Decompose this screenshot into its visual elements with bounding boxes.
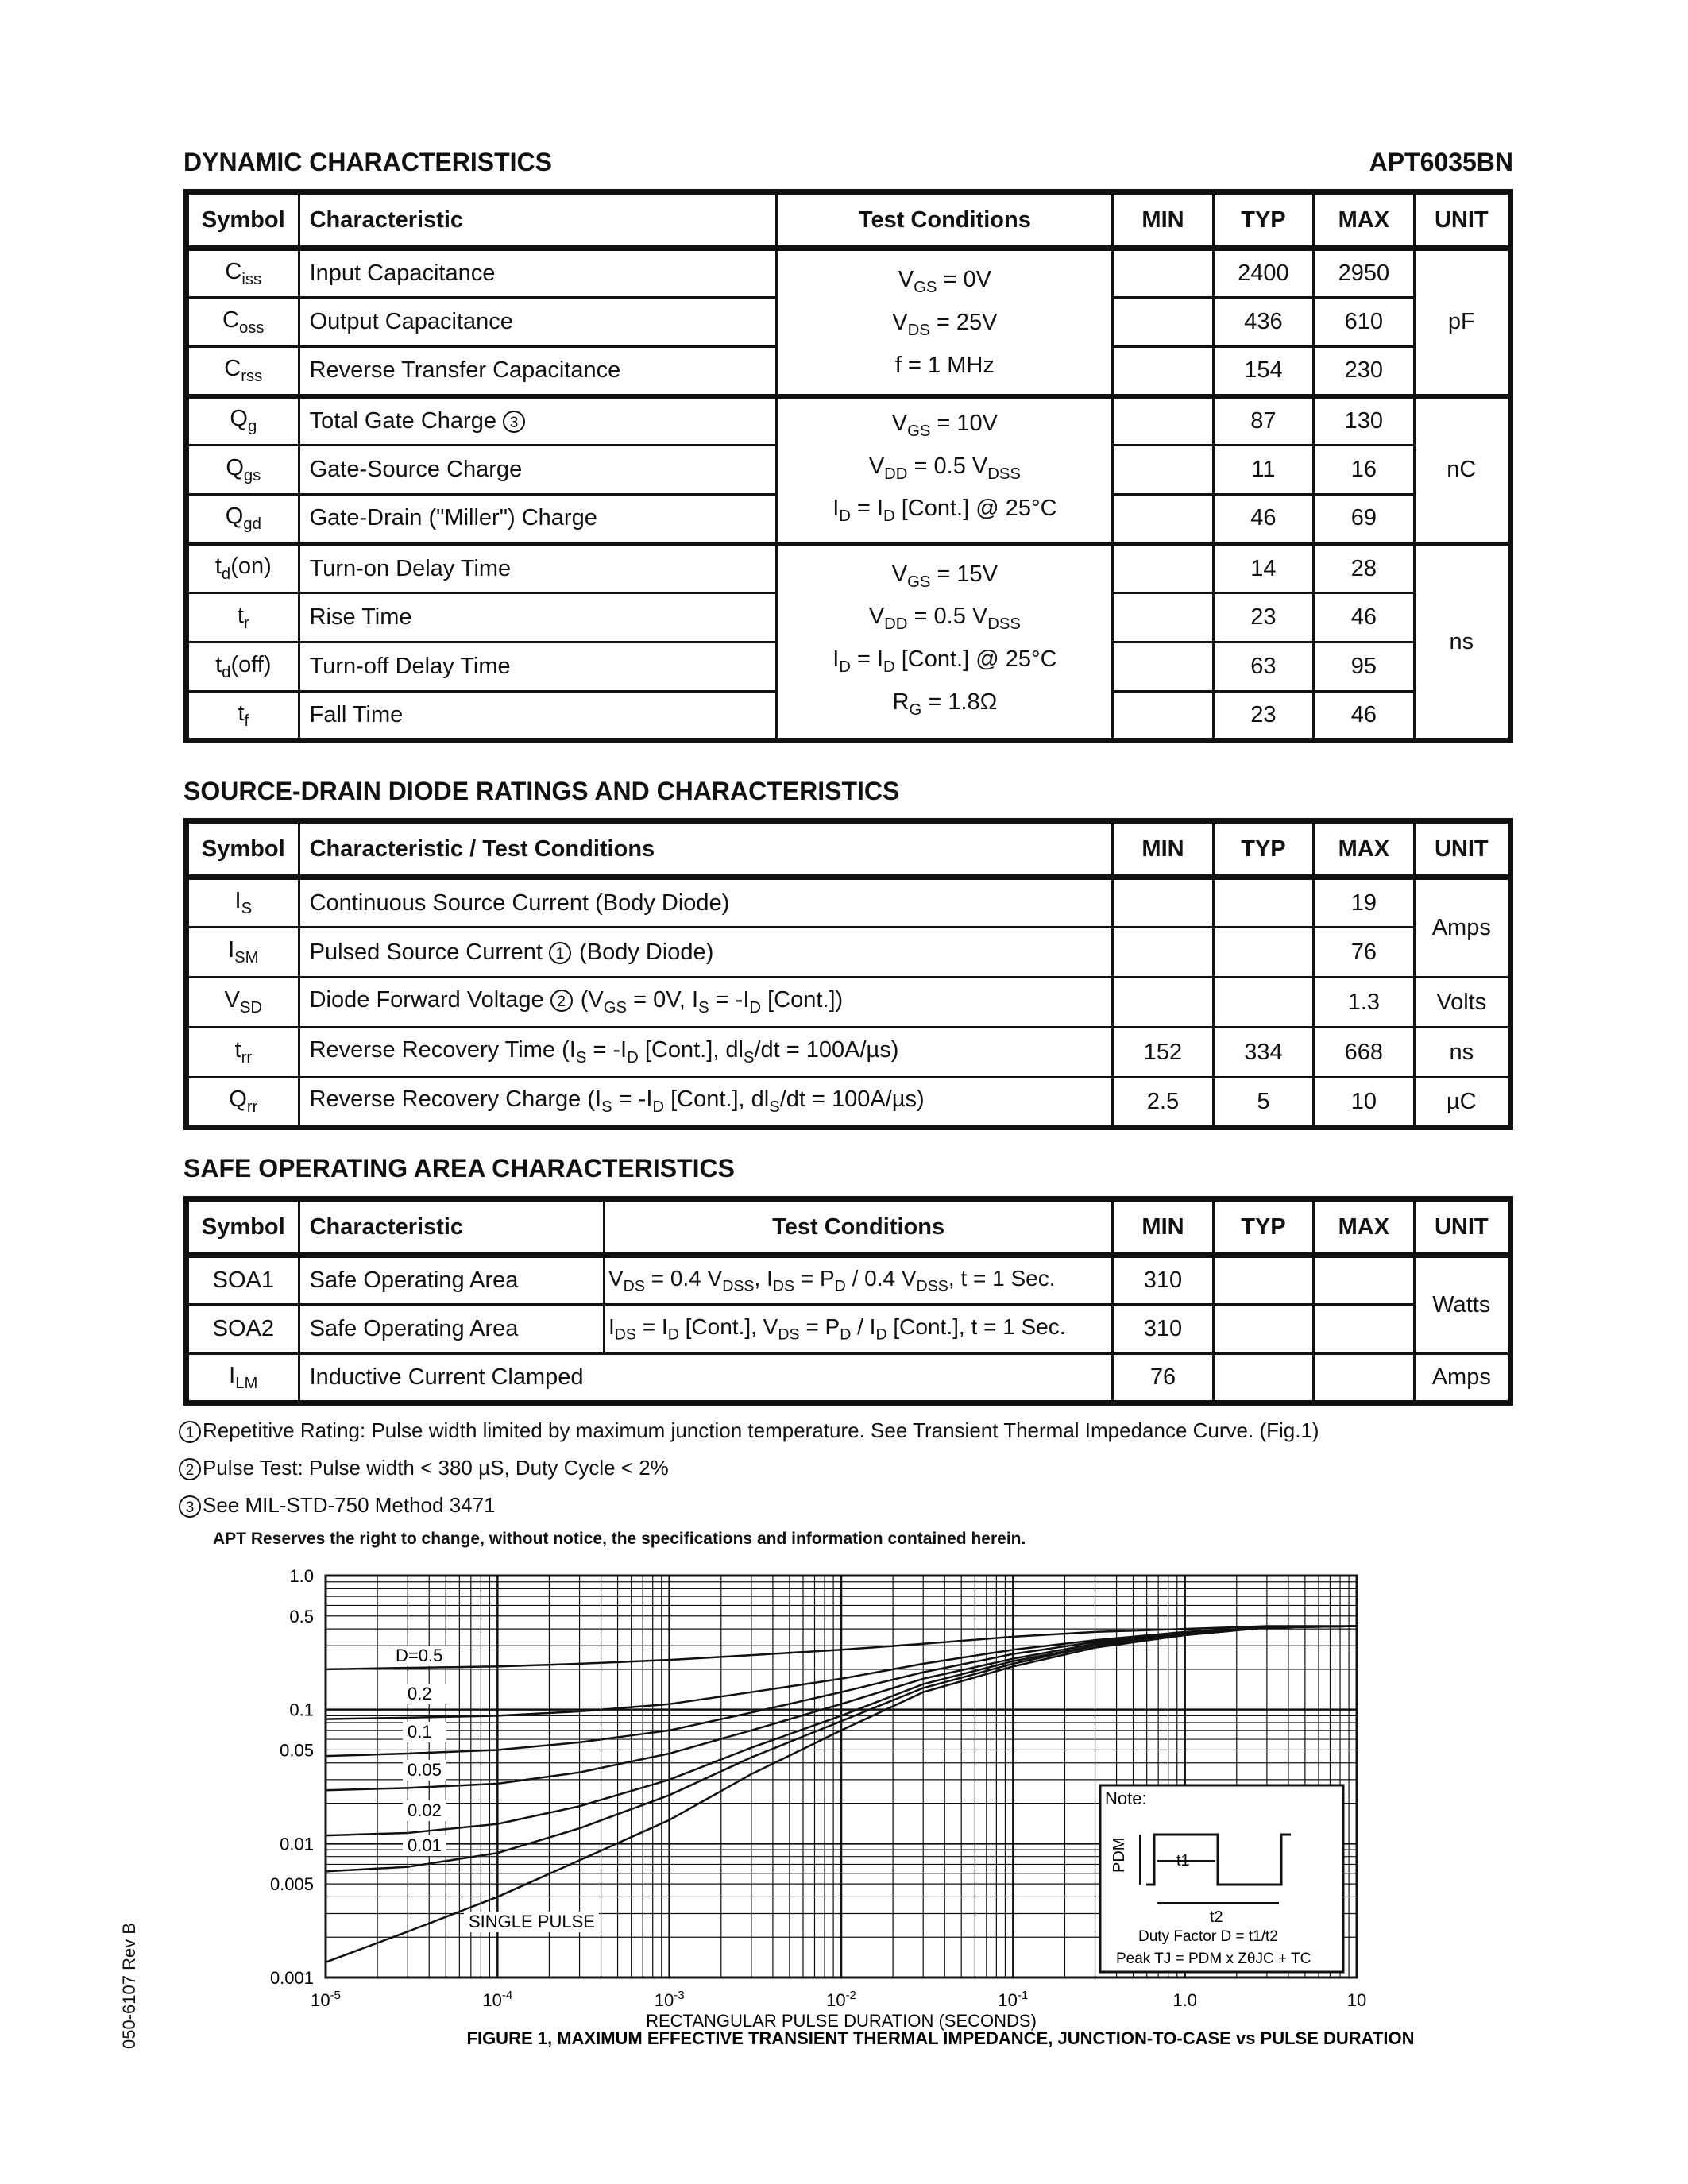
unit-cell: ns xyxy=(1414,544,1510,741)
symbol-cell: $t_d(off)$ xyxy=(187,642,299,692)
typ-cell: 87 xyxy=(1213,396,1313,446)
characteristic-cell: Reverse Transfer Capacitance xyxy=(299,347,777,396)
unit-cell: Amps xyxy=(1414,878,1510,978)
series-label: 0.02 xyxy=(408,1800,442,1820)
duty-factor-text: Duty Factor D = t1/t2 xyxy=(1138,1928,1278,1945)
characteristic-cell: Safe Operating Area xyxy=(299,1305,604,1354)
unit-cell: Amps xyxy=(1414,1354,1510,1403)
col-unit: UNIT xyxy=(1414,1199,1510,1256)
characteristic-cell: Total Gate Charge 3 xyxy=(299,396,777,446)
typ-cell: 14 xyxy=(1213,544,1313,593)
peak-temperature-text: Peak TJ = PDM x ZθJC + TC xyxy=(1116,1951,1311,1967)
col-unit: UNIT xyxy=(1414,821,1510,878)
symbol-cell: $Q_{gd}$ xyxy=(187,495,299,544)
characteristic-cell: Continuous Source Current (Body Diode) xyxy=(299,878,1113,928)
max-cell: 46 xyxy=(1314,593,1414,642)
max-cell: 19 xyxy=(1314,878,1414,928)
max-cell: 69 xyxy=(1314,495,1414,544)
typ-cell: 63 xyxy=(1213,642,1313,692)
unit-cell: µC xyxy=(1414,1078,1510,1128)
symbol-cell: $t_d(on)$ xyxy=(187,544,299,593)
typ-cell: 11 xyxy=(1213,446,1313,495)
max-cell: 668 xyxy=(1314,1028,1414,1078)
symbol-cell: $Q_{gs}$ xyxy=(187,446,299,495)
characteristic-cell: Inductive Current Clamped xyxy=(299,1354,1113,1403)
characteristic-cell: Safe Operating Area xyxy=(299,1256,604,1305)
y-tick-label: 0.01 xyxy=(280,1834,314,1854)
characteristic-cell: Reverse Recovery Charge ($I_S = -I_D$ [Cont.], $dl_S/dt = 100A/\mu s$) xyxy=(299,1078,1113,1128)
series-label: D=0.5 xyxy=(396,1646,443,1665)
symbol-cell: $t_{rr}$ xyxy=(187,1028,299,1078)
symbol-cell: $t_r$ xyxy=(187,593,299,642)
revision-label: 050-6107 Rev B xyxy=(119,1923,139,2049)
symbol-cell: $C_{rss}$ xyxy=(187,347,299,396)
characteristic-cell: Pulsed Source Current 1 (Body Diode) xyxy=(299,928,1113,978)
x-axis-label: RECTANGULAR PULSE DURATION (SECONDS) xyxy=(646,2011,1037,2031)
series-label: 0.1 xyxy=(408,1722,432,1742)
footnote-marker: 1 xyxy=(179,1421,201,1443)
characteristic-cell: Turn-on Delay Time xyxy=(299,544,777,593)
footnote-marker: 2 xyxy=(179,1458,201,1480)
x-tick-label: $10^{-2}$ xyxy=(826,1989,856,2010)
y-tick-label: 0.001 xyxy=(269,1968,314,1988)
footnote-marker: 1 xyxy=(549,942,571,964)
typ-cell: 2400 xyxy=(1213,249,1313,298)
symbol-cell: $Q_g$ xyxy=(187,396,299,446)
footnote-text: Pulse Test: Pulse width < 380 µS, Duty Cycle < 2% xyxy=(203,1456,669,1480)
unit-cell: Watts xyxy=(1414,1256,1510,1354)
symbol-cell: $I_S$ xyxy=(187,878,299,928)
unit-cell: ns xyxy=(1414,1028,1510,1078)
y-tick-label: 1.0 xyxy=(289,1566,314,1586)
max-cell: 10 xyxy=(1314,1078,1414,1128)
col-max: MAX xyxy=(1314,192,1414,249)
col-test-conditions: Test Conditions xyxy=(604,1199,1112,1256)
col-characteristic: Characteristic xyxy=(299,192,777,249)
footnote-text: Repetitive Rating: Pulse width limited by maximum junction temperature. See Transient Thermal Impedance Curve. (Fig.1) xyxy=(203,1418,1319,1442)
typ-cell: 436 xyxy=(1213,298,1313,347)
typ-cell: 5 xyxy=(1213,1078,1313,1128)
x-tick-label: $10^{-4}$ xyxy=(482,1989,513,2010)
y-tick-label: 0.005 xyxy=(269,1874,314,1895)
col-min: MIN xyxy=(1113,192,1213,249)
max-cell: 1.3 xyxy=(1314,978,1414,1028)
series-label: 0.05 xyxy=(408,1760,442,1780)
inset-note-label: Note: xyxy=(1105,1788,1147,1808)
col-symbol: Symbol xyxy=(187,192,299,249)
max-cell: 76 xyxy=(1314,928,1414,978)
characteristic-cell: Turn-off Delay Time xyxy=(299,642,777,692)
min-cell: 310 xyxy=(1113,1256,1213,1305)
test-conditions-cell: $V_{DS} = 0.4$ $V_{DSS}$, $I_{DS} = P_D / 0.4$ $V_{DSS}$, t = 1 Sec. xyxy=(604,1256,1112,1305)
chart-title: FIGURE 1, MAXIMUM EFFECTIVE TRANSIENT THERMAL IMPEDANCE, JUNCTION-TO-CASE vs PULSE DURATION xyxy=(466,2028,1415,2048)
symbol-cell: $I_{LM}$ xyxy=(187,1354,299,1403)
unit-cell: pF xyxy=(1414,249,1510,396)
y-tick-label: 0.05 xyxy=(280,1740,314,1761)
characteristic-cell: Gate-Drain ("Miller") Charge xyxy=(299,495,777,544)
max-cell: 2950 xyxy=(1314,249,1414,298)
max-cell: 610 xyxy=(1314,298,1414,347)
col-characteristic: Characteristic xyxy=(299,1199,604,1256)
part-number: APT6035BN xyxy=(1369,148,1513,176)
col-symbol: Symbol xyxy=(187,821,299,878)
series-label: SINGLE PULSE xyxy=(469,1912,595,1931)
col-min: MIN xyxy=(1113,821,1213,878)
symbol-cell: $V_{SD}$ xyxy=(187,978,299,1028)
col-typ: TYP xyxy=(1213,192,1313,249)
symbol-cell: $I_{SM}$ xyxy=(187,928,299,978)
symbol-cell: $Q_{rr}$ xyxy=(187,1078,299,1128)
y-tick-label: 0.1 xyxy=(289,1700,314,1720)
col-max: MAX xyxy=(1314,1199,1414,1256)
characteristic-cell: Output Capacitance xyxy=(299,298,777,347)
col-max: MAX xyxy=(1314,821,1414,878)
t1-label: t1 xyxy=(1176,1852,1190,1870)
test-conditions-cell: $V_{GS} = 10V$ $V_{DD} = 0.5$ $V_{DSS}$ $I_D = I_D$ [Cont.] @ 25°C xyxy=(777,396,1113,544)
unit-cell: nC xyxy=(1414,396,1510,544)
test-conditions-cell: $I_{DS} = I_D$ [Cont.], $V_{DS} = P_D / I_D$ [Cont.], t = 1 Sec. xyxy=(604,1305,1112,1354)
test-conditions-cell: $V_{GS} = 15V$ $V_{DD} = 0.5$ $V_{DSS}$ $I_D = I_D$ [Cont.] @ 25°C $R_G = 1.8\Omega$ xyxy=(777,544,1113,741)
characteristic-cell: Diode Forward Voltage 2 ($V_{GS} = 0V$, $I_S = -I_D$ [Cont.]) xyxy=(299,978,1113,1028)
max-cell: 28 xyxy=(1314,544,1414,593)
col-unit: UNIT xyxy=(1414,192,1510,249)
x-tick-label: $10^{-5}$ xyxy=(311,1989,341,2010)
typ-cell: 154 xyxy=(1213,347,1313,396)
series-label: 0.2 xyxy=(408,1684,432,1704)
dynamic-section-title: DYNAMIC CHARACTERISTICS xyxy=(183,148,552,176)
symbol-cell: SOA2 xyxy=(187,1305,299,1354)
max-cell: 230 xyxy=(1314,347,1414,396)
max-cell: 130 xyxy=(1314,396,1414,446)
disclaimer: APT Reserves the right to change, without notice, the specifications and information contained herein. xyxy=(213,1530,1026,1548)
y-tick-label: 0.5 xyxy=(289,1606,314,1626)
characteristic-cell: Rise Time xyxy=(299,593,777,642)
col-typ: TYP xyxy=(1213,1199,1313,1256)
typ-cell: 23 xyxy=(1213,692,1313,741)
footnote-marker: 3 xyxy=(179,1495,201,1518)
typ-cell: 334 xyxy=(1213,1028,1313,1078)
soa-section-title: SAFE OPERATING AREA CHARACTERISTICS xyxy=(183,1154,735,1183)
x-tick-label: $10^{-3}$ xyxy=(654,1989,685,2010)
typ-cell: 46 xyxy=(1213,495,1313,544)
x-tick-label: 1.0 xyxy=(1172,1990,1197,2010)
col-typ: TYP xyxy=(1213,821,1313,878)
min-cell: 2.5 xyxy=(1113,1078,1213,1128)
characteristic-cell: Gate-Source Charge xyxy=(299,446,777,495)
footnote-text: See MIL-STD-750 Method 3471 xyxy=(203,1493,496,1517)
footnote-marker: 3 xyxy=(503,411,525,433)
min-cell: 152 xyxy=(1113,1028,1213,1078)
x-tick-label: 10 xyxy=(1346,1990,1367,2010)
t2-label: t2 xyxy=(1210,1908,1223,1926)
diode-section-title: SOURCE-DRAIN DIODE RATINGS AND CHARACTERISTICS xyxy=(183,777,900,805)
col-characteristic: Characteristic / Test Conditions xyxy=(299,821,1113,878)
col-symbol: Symbol xyxy=(187,1199,299,1256)
pdm-label: PDM xyxy=(1111,1837,1128,1873)
symbol-cell: $C_{oss}$ xyxy=(187,298,299,347)
max-cell: 95 xyxy=(1314,642,1414,692)
min-cell: 310 xyxy=(1113,1305,1213,1354)
characteristic-cell: Reverse Recovery Time ($I_S = -I_D$ [Cont.], $dl_S/dt = 100A/\mu s$) xyxy=(299,1028,1113,1078)
unit-cell: Volts xyxy=(1414,978,1510,1028)
symbol-cell: $t_f$ xyxy=(187,692,299,741)
col-test-conditions: Test Conditions xyxy=(777,192,1113,249)
footnote-marker: 2 xyxy=(550,990,573,1012)
symbol-cell: SOA1 xyxy=(187,1256,299,1305)
max-cell: 46 xyxy=(1314,692,1414,741)
x-tick-label: $10^{-1}$ xyxy=(998,1989,1029,2010)
max-cell: 16 xyxy=(1314,446,1414,495)
series-label: 0.01 xyxy=(408,1835,442,1855)
test-conditions-cell: $V_{GS} = 0V$ $V_{DS} = 25V$ f = 1 MHz xyxy=(777,249,1113,396)
symbol-cell: $C_{iss}$ xyxy=(187,249,299,298)
characteristic-cell: Input Capacitance xyxy=(299,249,777,298)
col-min: MIN xyxy=(1113,1199,1213,1256)
min-cell: 76 xyxy=(1113,1354,1213,1403)
characteristic-cell: Fall Time xyxy=(299,692,777,741)
typ-cell: 23 xyxy=(1213,593,1313,642)
